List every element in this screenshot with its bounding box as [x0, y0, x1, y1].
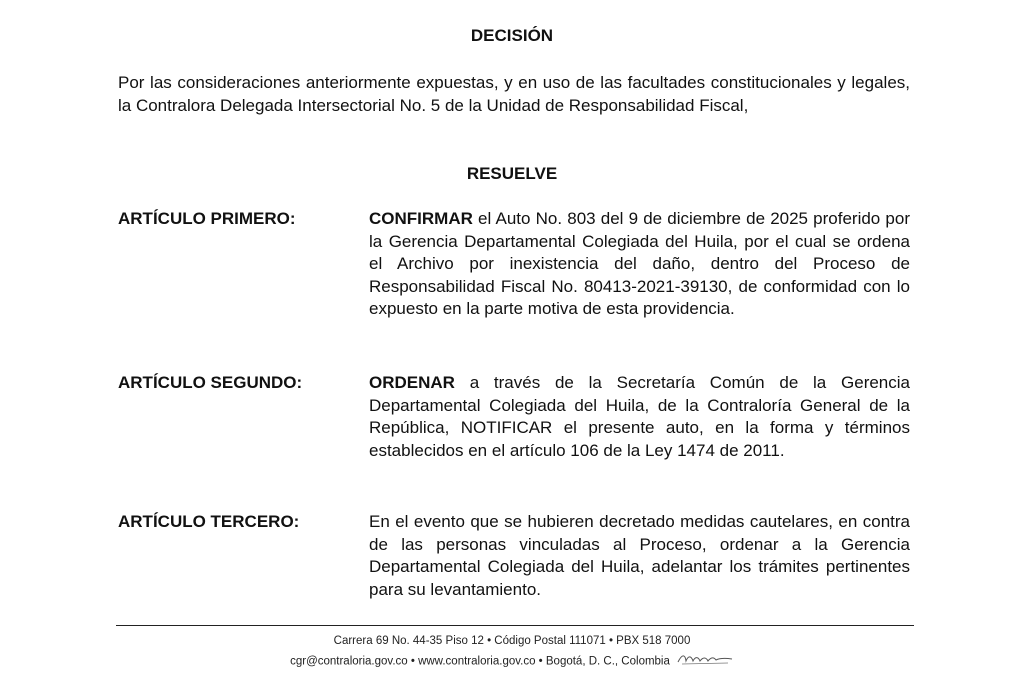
signature-mark [676, 652, 734, 671]
article-2-body [369, 372, 910, 462]
article-1-body [369, 208, 910, 321]
decision-heading: DECISIÓN [470, 26, 554, 45]
article-1-text: el Auto No. 803 del 9 de diciembre de 2025 proferido por la Gerencia Departamental Colegiada del Huila, por el cual se ordena el Archivo por inexistencia del daño, dentro del Proceso de Responsabilidad Fiscal No. 80413-2021-39130, de conformidad con lo expuesto en la parte motiva de esta providencia. [369, 209, 910, 318]
article-2-text: a través de la Secretaría Común de la Gerencia Departamental Colegiada del Huila, de la Contraloría General de la República, NOTIFICAR el presente auto, en la forma y términos establecidos en el artículo 106 de la Ley 1474 de 2011. [369, 373, 910, 460]
footer-contact [0, 652, 1024, 671]
footer-divider [116, 625, 914, 626]
resuelve-heading: RESUELVE [466, 164, 558, 183]
article-3-body [369, 511, 910, 601]
intro-paragraph: Por las consideraciones anteriormente expuestas, y en uso de las facultades constitucionales y legales, la Contralora Delegada Intersectorial No. 5 de la Unidad de Responsabilidad Fiscal, [118, 73, 910, 115]
article-3-label: ARTÍCULO TERCERO: [118, 512, 300, 531]
footer-contact-text: cgr@contraloria.gov.co • www.contraloria.gov.co • Bogotá, D. C., Colombia [290, 655, 670, 668]
article-1-lead: CONFIRMAR [369, 209, 473, 228]
footer-address: Carrera 69 No. 44-35 Piso 12 • Código Postal 111071 • PBX 518 7000 [333, 635, 691, 647]
article-3-text: En el evento que se hubieren decretado medidas cautelares, en contra de las personas vinculadas al Proceso, ordenar a la Gerencia Departamental Colegiada del Huila, adelantar los trámites pertinentes para su levantamiento. [369, 512, 910, 599]
article-2-label: ARTÍCULO SEGUNDO: [118, 373, 303, 392]
article-2-lead: ORDENAR [369, 373, 455, 392]
article-1-label: ARTÍCULO PRIMERO: [118, 209, 296, 228]
